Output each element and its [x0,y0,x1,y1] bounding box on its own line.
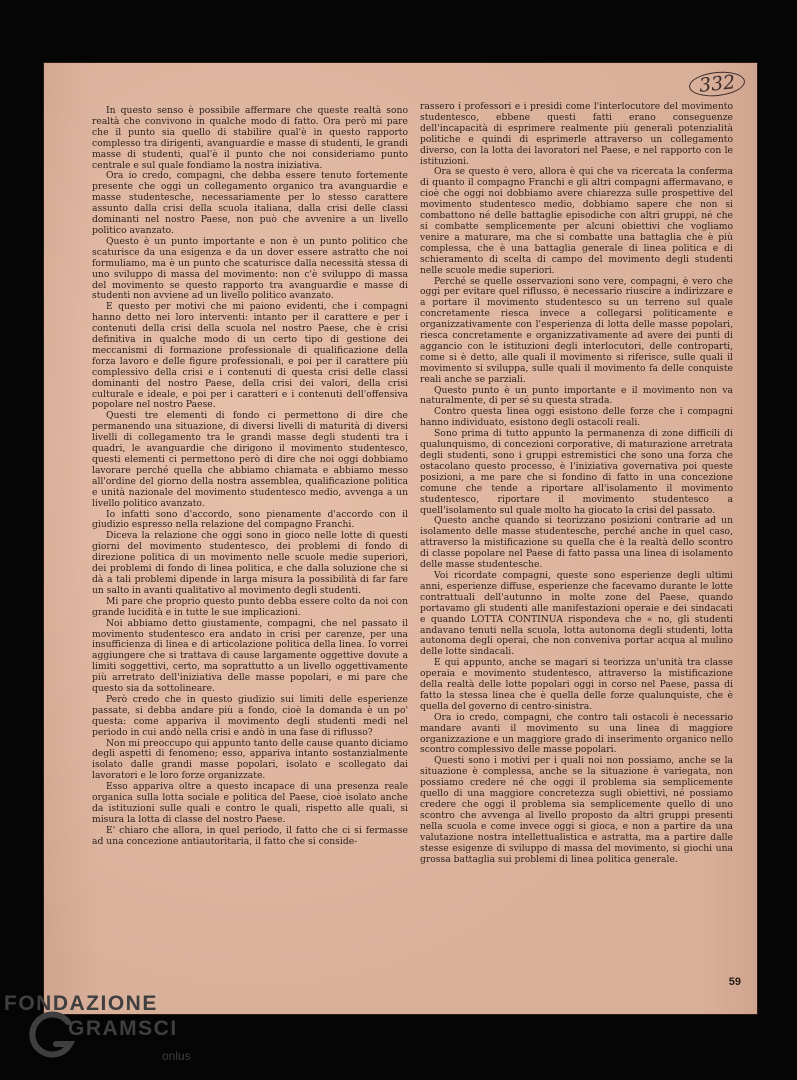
handwritten-page-mark: 332 [688,69,746,99]
paragraph: Esso appariva oltre a questo incapace di una presenza reale organica sulla lotta sociale e politica del Paese, cioè isolato anche da istituzioni sulle quali e contro le quali, rispetto alle quali, si misura la lotta di classe del nostro Paese. [92,781,408,825]
paragraph: Diceva la relazione che oggi sono in gioco nelle lotte di questi giorni del movimento studentesco, dei problemi di fondo di direzione politica di un movimento nelle scuole medie superiori, dei problemi di fondo di linea politica, e che dalla soluzione che si dà a tali problemi dipende in larga misura la possibilità di far fare un salto in avanti qualitativo al movimento degli studenti. [92,530,408,596]
paragraph: In questo senso è possibile affermare che queste realtà sono realtà che convivono in qualche modo di fatto. Ora però mi pare che il punto sia quello di stabilire qual'è in questo rapporto complesso tra dirigenti, avanguardie e masse di studenti, le grandi masse di studenti, qual'è il punto che noi consideriamo punto centrale e sul quale fondiamo la nostra iniziativa. [92,105,408,171]
paragraph: Però credo che in questo giudizio sui limiti delle esperienze passate, si debba andare più a fondo, cioè la domanda è un po' questa: come appariva il movimento degli studenti medi nel periodo in cui andò nella crisi e andò in una fase di riflusso? [92,693,408,738]
paragraph: Questo è un punto importante e non è un punto politico che scaturisce da una esigenza e da un dover essere astratto che noi formuliamo, ma è un punto che scaturisce dalla necessità stessa di uno sviluppo di massa del movimento: non c'è sviluppo di massa del movimento se questo rapporto tra avanguardie e masse di studenti non avviene ad un livello politico avanzato. [92,235,408,302]
paragraph: Questi tre elementi di fondo ci permettono di dire che permanendo una situazione, di diversi livelli di maturità di diversi livelli di collegamento tra le grandi masse degli studenti tra i quadri, le avanguardie che dirigono il movimento studentesco, questi elementi ci permettono però di dire che noi oggi dobbiamo lavorare perché quella che abbiamo chiamata e abbiamo messo all'ordine del giorno della nostra assemblea, qualificazione politica e unità nazionale del movimento studentesco medio, avvenga a un livello politico avanzato. [92,410,408,509]
paragraph: Ora io credo, compagni, che debba essere tenuto fortemente presente che oggi un collegamento organico tra avanguardie e masse studentesche, necessariamente per lo stesso carattere assunto dalla crisi della scuola italiana, dalla crisi delle classi dominanti nel nostro Paese, non può che avvenire a un livello politico avanzato. [92,170,408,236]
paragraph: rassero i professori e i presidi come l'interlocutore del movimento studentesco, ebbene questi fatti erano conseguenze dell'incapacità di esprimere realmente più generali potenzialità politiche e quindi di esprimerle attraverso un collegamento diverso, con la lotta dei lavoratori nel Paese, e nel rapporto con le istituzioni. [420,101,733,167]
paragraph: Questo anche quando si teorizzano posizioni contrarie ad un isolamento delle masse studentesche, perché anche in quel caso, attraverso la mistificazione su quella che è la realtà dello scontro di classe popolare nel Paese di fatto passa una linea di isolamento delle masse studentesche. [420,515,733,571]
brand-line-3: onlus [162,1049,191,1063]
paragraph: Questo punto è un punto importante e il movimento non va naturalmente, di per sé su questa strada. [420,384,733,407]
paragraph: Mi pare che proprio questo punto debba essere colto da noi con grande lucidità e in tutte le sue implicazioni. [92,595,408,618]
brand-line-1: FONDAZIONE [4,992,158,1015]
paragraph: Questi sono i motivi per i quali noi non possiamo, anche se la situazione è complessa, anche se la situazione è variegata, non possiamo credere né che oggi il problema sia semplicemente quello di una maggiore concretezza sugli obiettivi, né possiamo credere che oggi il problema sia semplicemente quello di uno scontro che avvenga al livello proposto da altri gruppi presenti nella scuola e come invece oggi si gioca, e non a partire da una valutazione nostra intellettualistica e astratta, ma a partire dalle stesse esigenze di sviluppo di massa del movimento, si giochi una grossa battaglia sui problemi di linea politica generale. [420,755,733,865]
paragraph: E' chiaro che allora, in quel periodo, il fatto che ci si fermasse ad una concezione antiautoritaria, il fatto che si conside- [92,824,408,847]
paragraph: Perché se quelle osservazioni sono vere, compagni, è vero che oggi per evitare quel riflusso, è necessario riuscire a indirizzare e a portare il movimento studentesco su un terreno sul quale concretamente riesca invece a collegarsi politicamente e organizzativamente con l'esperienza di lotta delle masse popolari, riesca concretamente e organizzativamente ad avere dei punti di aggancio con le istituzioni degli interlocutori, delle controparti, come si è detto, alle quali il movimento si riferisce, sulle quali il movimento si sviluppa, sulle quali il movimento fa delle conquiste reali anche se parziali. [420,275,733,385]
text-column-left [92,106,408,848]
paragraph: Non mi preoccupo qui appunto tanto delle cause quanto diciamo degli aspetti di fenomeno; esso, appariva intanto sostanzialmente isolato dalle grandi masse popolari, isolato e scollegato dai lavoratori e le loro forze organizzate. [92,737,408,782]
paragraph: E qui appunto, anche se magari si teorizza un'unità tra classe operaia e movimento studentesco, attraverso la mistificazione della realtà delle lotte popolari oggi in corso nel Paese, passa di fatto la stessa linea che è quella delle forze qualunquiste, che è quella del governo di centro-sinistra. [420,657,733,712]
fondazione-gramsci-watermark [4,992,204,1072]
paragraph: Noi abbiamo detto giustamente, compagni, che nel passato il movimento studentesco era andato in crisi per carenze, per una insufficienza di linea e di articolazione politica della linea. Io vorrei aggiungere che si trattava di cause largamente oggettive dovute a limiti soggettivi, certo, ma soprattutto a un livello oggettivamente più arretrato dell'iniziativa delle masse popolari, e mi pare che questo sia da sottolineare. [92,617,408,695]
paragraph: Voi ricordate compagni, queste sono esperienze degli ultimi anni, esperienze diffuse, esperienze che facevamo durante le lotte contrattuali dell'autunno in molte zone del Paese, quando portavamo gli studenti alle manifestazioni operaie e dei sindacati e quando LOTTA CONTINUA rispondeva che « no, gli studenti andavano tenuti nella scuola, lotta autonoma degli studenti, lotta autonoma degli operai, che non conveniva portar acqua al mulino delle lotte sindacali. [420,569,733,658]
paragraph: Io infatti sono d'accordo, sono pienamente d'accordo con il giudizio espresso nella relazione del compagno Franchi. [92,508,408,531]
paragraph: Ora io credo, compagni, che contro tali ostacoli è necessario mandare avanti il movimento su una linea di maggiore organizzazione e un maggiore grado di inserimento organico nello scontro complessivo delle masse popolari. [420,711,733,756]
document-page [43,62,758,1015]
page-number: 59 [728,976,741,988]
paragraph: Ora se questo è vero, allora è qui che va ricercata la conferma di quanto il compagno Franchi e gli altri compagni affermavano, e cioè che oggi noi dobbiamo avere chiarezza sulle prospettive del movimento studentesco medio, dobbiamo sapere che non si combattono né delle battaglie episodiche con altri gruppi, né che si combatte semplicemente per alcuni obiettivi che vogliamo venire a maturare, ma che si combatte una battaglia che è più complessa, che è una battaglia generale di linea politica e di schieramento di scelta di campo del movimento degli studenti nelle scuole medie superiori. [420,166,733,276]
brand-line-2: GRAMSCI [68,1017,178,1040]
paragraph: E questo per motivi che mi paiono evidenti, che i compagni hanno detto nei loro interventi: intanto per il carattere e per i contenuti della crisi della scuola nel nostro Paese, che è crisi definitiva in qualche modo di un certo tipo di gestione dei meccanismi di formazione professionale di qualificazione della forza lavoro e delle figure professionali, e poi per il carattere più complessivo della crisi e i contenuti di questa crisi delle classi dominanti del nostro Paese, della crisi dei valori, della crisi culturale e ideale, e poi per i caratteri e i contenuti dell'offensiva popolare nel nostro Paese. [92,301,408,411]
paragraph: Sono prima di tutto appunto la permanenza di zone difficili di qualunquismo, di concezioni corporative, di maturazione arretrata degli studenti, sono i gruppi estremistici che sono una forza che ostacolano questo processo, è l'iniziativa governativa poi queste posizioni, a me pare che si fondino di fatto in una concezione comune che tende a riportare all'isolamento il movimento studentesco, riportare il movimento studentesco a quell'isolamento sul quale molto ha giocato la crisi del passato. [420,428,733,516]
text-column-right [420,102,733,865]
paragraph: Contro questa linea oggi esistono delle forze che i compagni hanno individuato, esistono degli ostacoli reali. [420,406,733,429]
